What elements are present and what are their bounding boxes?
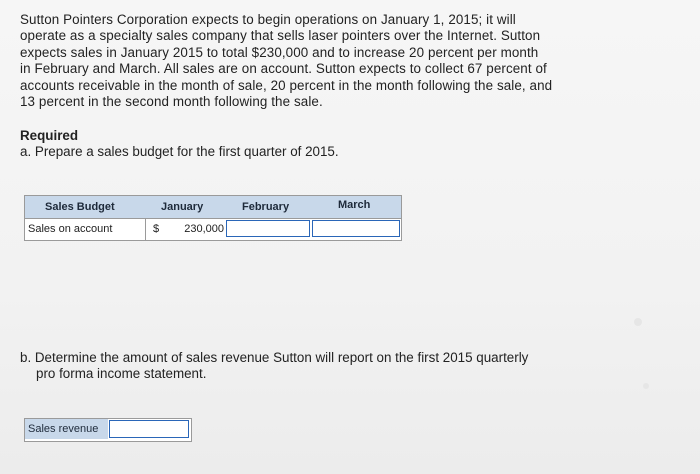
intro-line-3: expects sales in January 2015 to total $230,000 and to increase 20 percent per month [20, 44, 539, 60]
header-february: February [242, 201, 290, 213]
part-b-line-1: b. Determine the amount of sales revenue Sutton will report on the first 2015 quarterly [20, 350, 529, 365]
march-sales-input[interactable] [312, 220, 400, 237]
intro-line-4: in February and March. All sales are on account. Sutton expects to collect 67 percent of [20, 61, 547, 77]
background-dot [643, 383, 649, 389]
intro-line-5: accounts receivable in the month of sale, 20 percent in the month following the sale, and [20, 77, 553, 93]
sales-budget-header-row [25, 196, 401, 219]
currency-symbol: $ [153, 223, 160, 235]
sales-revenue-table [24, 418, 192, 442]
required-heading: Required [20, 128, 79, 143]
sales-budget-table [24, 195, 402, 241]
intro-line-6: 13 percent in the second month following the sale. [20, 94, 323, 110]
sales-on-account-row [25, 219, 401, 240]
header-january: January [161, 201, 204, 213]
column-divider [145, 219, 146, 240]
part-a-instruction: a. Prepare a sales budget for the first quarter of 2015. [20, 144, 339, 159]
sales-revenue-input[interactable] [109, 420, 189, 438]
january-sales-value: 230,000 [184, 223, 224, 235]
sales-on-account-label: Sales on account [28, 223, 113, 235]
part-b-instruction [20, 350, 580, 382]
problem-description [20, 12, 580, 110]
background-dot [634, 318, 642, 326]
header-march: March [338, 199, 371, 211]
sales-revenue-label: Sales revenue [25, 419, 108, 439]
intro-line-2: operate as a specialty sales company that sells laser pointers over the Internet. Sutton [20, 28, 541, 44]
header-sales-budget: Sales Budget [45, 201, 115, 213]
intro-line-1: Sutton Pointers Corporation expects to begin operations on January 1, 2015; it will [20, 12, 516, 27]
february-sales-input[interactable] [226, 220, 310, 237]
part-b-line-2: pro forma income statement. [36, 366, 207, 381]
